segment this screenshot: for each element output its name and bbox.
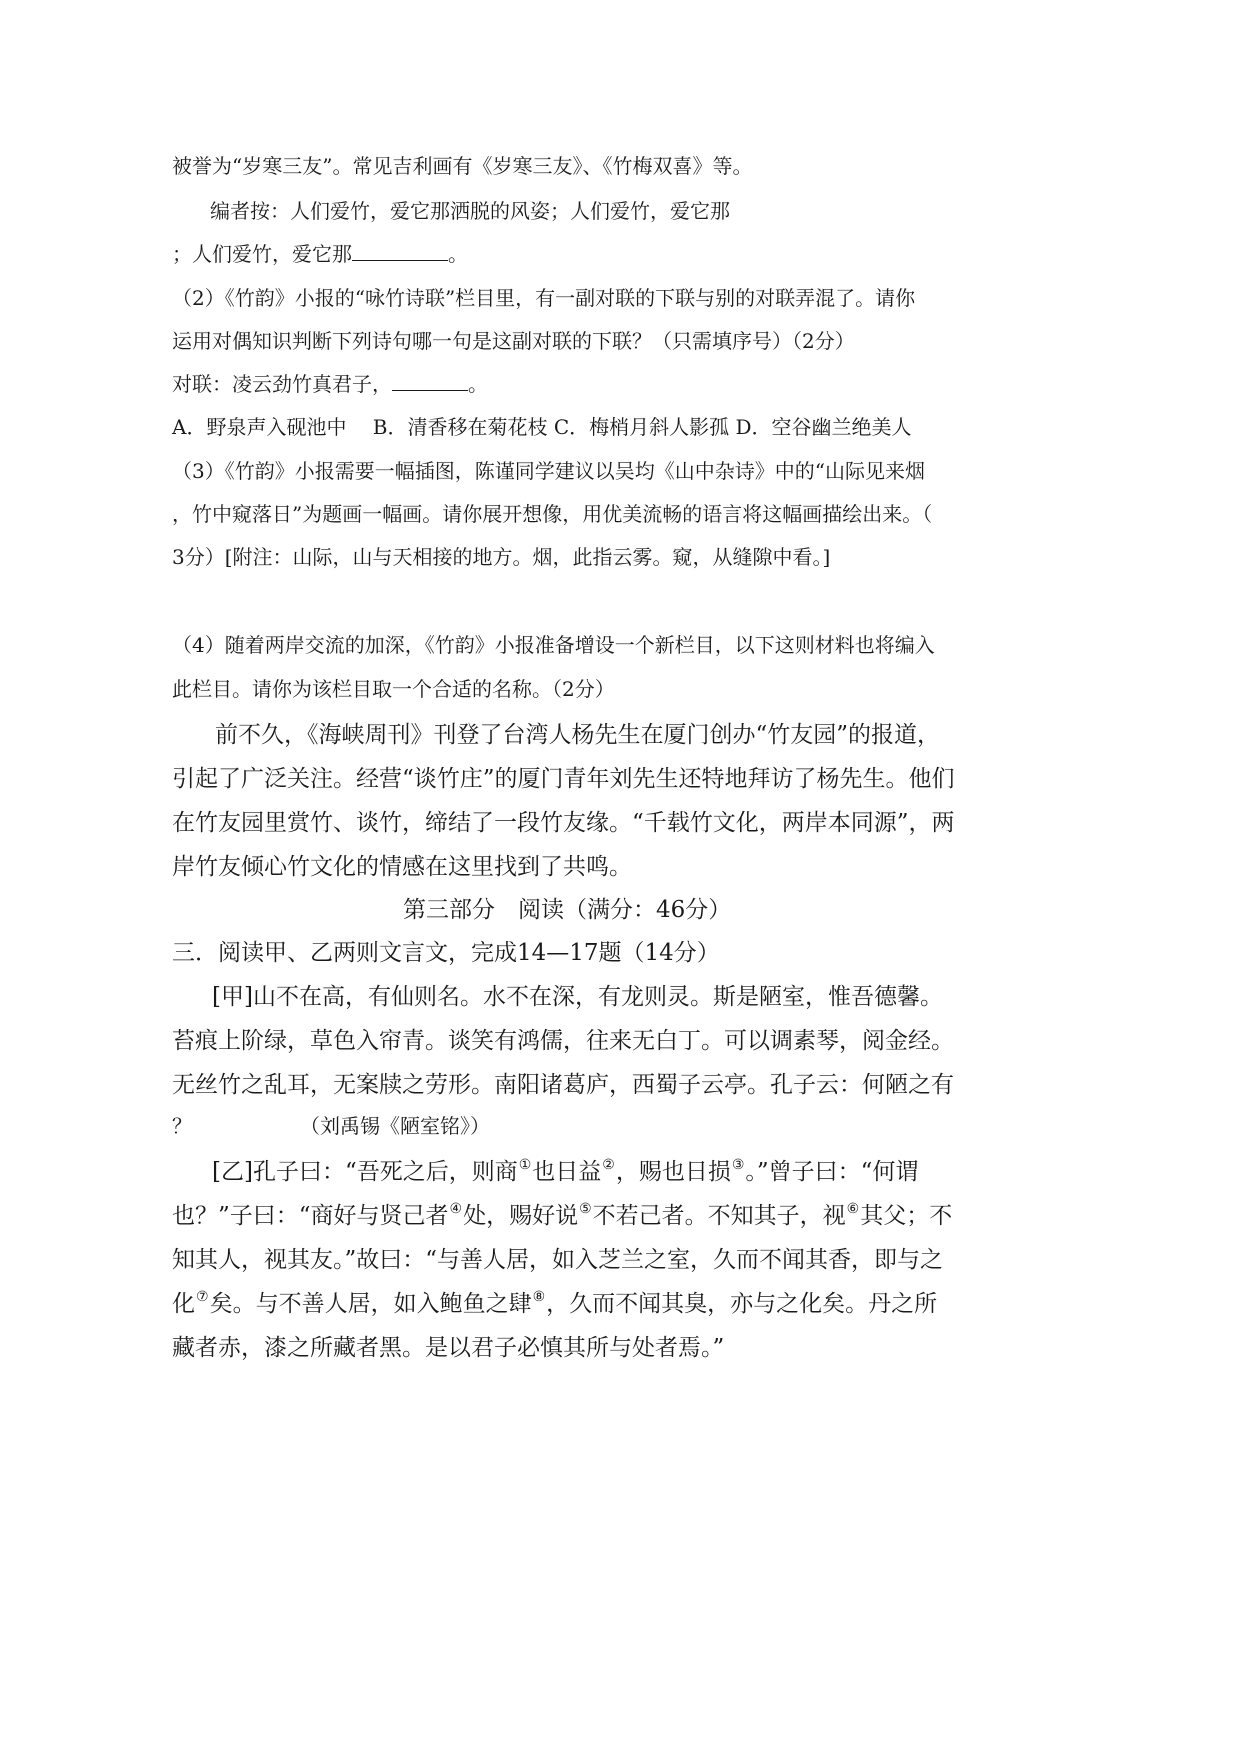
yi-text: ，赐也日损 — [615, 1159, 731, 1185]
q4-prompt-line-2: 此栏目。请你为该栏目取一个合适的名称。（2分） — [172, 677, 615, 701]
q1-editor-note-cont — [172, 238, 468, 267]
footnote-mark: ⑤ — [579, 1201, 592, 1217]
footnote-mark: ⑥ — [846, 1201, 860, 1217]
yi-text: 也？”子曰：“商好与贤己者 — [172, 1203, 449, 1229]
section3-heading: 三．阅读甲、乙两则文言文，完成14—17题（14分） — [172, 940, 720, 966]
q3-prompt-line-2: ，竹中窥落日”为题画一幅画。请你展开想像，用优美流畅的语言将这幅画描绘出来。（ — [172, 502, 933, 526]
q1-editor-note: 编者按：人们爱竹，爱它那洒脱的风姿；人们爱竹，爱它那 — [210, 199, 730, 223]
q4-prompt-line-1: （4）随着两岸交流的加深，《竹韵》小报准备增设一个新栏目，以下这则材料也将编入 — [172, 633, 935, 657]
yi-line-4 — [172, 1285, 937, 1318]
footnote-mark: ④ — [449, 1201, 463, 1217]
q2-couplet — [172, 368, 488, 397]
q3-prompt-line-3: 3分）[附注：山际，山与天相接的地方。烟，此指云雾。窥，从缝隙中看。] — [172, 545, 831, 569]
yi-text: 。”曾子曰：“何谓 — [745, 1159, 919, 1185]
couplet-end: 。 — [468, 372, 488, 396]
q2-options: A．野泉声入砚池中 B．清香移在菊花枝 C．梅梢月斜人影孤 D．空谷幽兰绝美人 — [172, 415, 912, 439]
q1-text-line-1: 被誉为“岁寒三友”。常见吉利画有《岁寒三友》、《竹梅双喜》等。 — [172, 154, 753, 178]
q3-prompt-line-1: （3）《竹韵》小报需要一幅插图，陈谨同学建议以吴均《山中杂诗》中的“山际见来烟 — [172, 459, 925, 483]
couplet-text: 对联：凌云劲竹真君子， — [172, 372, 392, 396]
yi-line-1 — [212, 1153, 918, 1186]
yi-line-5: 藏者赤，漆之所藏者黑。是以君子必慎其所与处者焉。” — [172, 1335, 725, 1361]
footnote-mark: ⑦ — [196, 1289, 209, 1305]
yi-text: 不若己者。不知其子，视 — [592, 1203, 846, 1229]
part3-heading: 第三部分 阅读（满分：46分） — [403, 897, 732, 923]
answer-blank[interactable] — [352, 240, 448, 261]
jia-line-1: [甲]山不在高，有仙则名。水不在深，有龙则灵。斯是陋室，惟吾德馨。 — [212, 984, 943, 1010]
q2-prompt-line-2: 运用对偶知识判断下列诗句哪一句是这副对联的下联？（只需填序号）（2分） — [172, 329, 855, 353]
q4-passage-line-2: 引起了广泛关注。经营“谈竹庄”的厦门青年刘先生还特地拜访了杨先生。他们 — [172, 766, 955, 792]
q4-passage-line-3: 在竹友园里赏竹、谈竹，缔结了一段竹友缘。“千载竹文化，两岸本同源”，两 — [172, 810, 955, 836]
yi-text: ，久而不闻其臭，亦与之化矣。丹之所 — [546, 1291, 938, 1317]
footnote-mark: ③ — [731, 1157, 745, 1173]
jia-question-mark: ？ — [172, 1114, 192, 1138]
yi-text: [乙]孔子曰：“吾死之后，则商 — [212, 1159, 518, 1185]
q2-prompt-line-1: （2）《竹韵》小报的“咏竹诗联”栏目里，有一副对联的下联与别的对联弄混了。请你 — [172, 286, 916, 310]
yi-text: 化 — [172, 1291, 195, 1317]
yi-text: 其父；不 — [860, 1203, 953, 1229]
yi-text: 矣。与不善人居，如入鲍鱼之肆 — [209, 1291, 532, 1317]
q4-passage-line-4: 岸竹友倾心竹文化的情感在这里找到了共鸣。 — [172, 854, 632, 880]
q1-note-text: ；人们爱竹，爱它那 — [172, 242, 352, 266]
footnote-mark: ① — [518, 1157, 532, 1173]
footnote-mark: ⑧ — [532, 1289, 546, 1305]
yi-text: 也日益 — [532, 1159, 602, 1185]
yi-line-3: 知其人，视其友。”故曰：“与善人居，如入芝兰之室，久而不闻其香，即与之 — [172, 1247, 944, 1273]
q4-passage-line-1: 前不久，《海峡周刊》刊登了台湾人杨先生在厦门创办“竹友园”的报道， — [215, 722, 941, 748]
footnote-mark: ② — [602, 1157, 615, 1173]
jia-line-2: 苔痕上阶绿，草色入帘青。谈笑有鸿儒，往来无白丁。可以调素琴，阅金经。 — [172, 1028, 954, 1054]
jia-source: （刘禹锡《陋室铭》） — [300, 1114, 490, 1138]
jia-line-3: 无丝竹之乱耳，无案牍之劳形。南阳诸葛庐，西蜀子云亭。孔子云：何陋之有 — [172, 1072, 954, 1098]
yi-line-2 — [172, 1197, 952, 1230]
yi-text: 处，赐好说 — [463, 1203, 579, 1229]
answer-blank[interactable] — [392, 370, 468, 391]
q1-note-end: 。 — [448, 242, 468, 266]
